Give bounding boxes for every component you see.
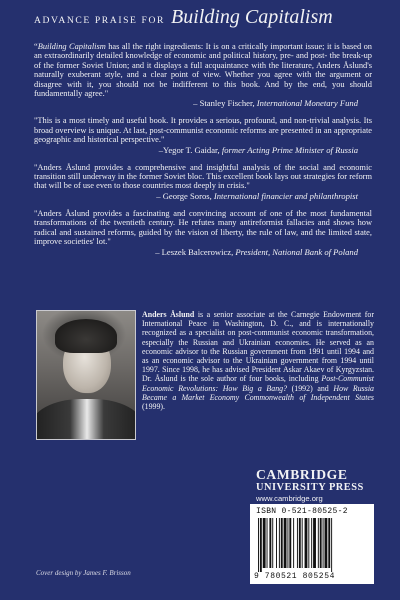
quote-body: "Anders Åslund provides a comprehensive and insightful analysis of the social and economic transition still underway in the former Soviet bloc. This excellent book lays out strategies for reform that will be of use even to those countries most deeply in crisis." [34,162,372,191]
book-title: Building Capitalism [170,6,333,28]
quote-text [34,116,372,144]
barcode-bar [258,518,259,572]
barcode-bar [269,518,271,568]
barcode-bars [256,518,368,572]
barcode-bar [320,518,322,568]
quote-gaidar [34,116,372,154]
barcode-bar [318,518,319,568]
quote-fischer [34,42,372,108]
barcode-bar [284,518,287,568]
barcode-bar [293,518,294,568]
barcode-bar [305,518,308,568]
quote-body: has all the right ingredients: It is on a critically important issue; it is based on an extraordinarily detailed knowledge of economic and political history, pre- and post- the break-up of the former Soviet Union; and it displays a full acquaintance with the literature, Anders Åslund's naturally exuberant style, and a clear point of view. Whether you agree with the argument or disagree with it, you should not be indifferent to this book. And by the end, you should fundamentally agree." [34,42,372,99]
barcode-bar [287,518,288,568]
author-name: Anders Åslund [142,310,195,319]
isbn-barcode [250,504,374,584]
barcode-bar [302,518,303,568]
barcode-bar [325,518,328,568]
quote-affiliation: President, National Bank of Poland [235,246,358,257]
quote-attribution [34,247,372,257]
barcode-bar [260,518,262,572]
advance-praise-header [34,6,374,29]
barcode-bar [308,518,309,568]
barcode-bar [299,518,301,568]
quote-author: – Stanley Fischer, [193,98,257,109]
publisher-name-line2: UNIVERSITY PRESS [256,482,364,493]
author-bio: Anders Åslund is a senior associate at the Carnegie Endowment for International Peace in Washington, D. C., and is internationally recognized as a specialist on post-communist economic transformation, especially the Russian and Ukrainian economies. He served as an economic advisor to the Russian government from 1991 until 1994 and as an economic advisor to the Ukrainian government from 1994 until 1997. Since 1998, he has advised President Askar Akaev of Kyrgyzstan. Dr. Åslund is the sole author of four books, including Post-Communist Economic Revolutions: How Big a Bang? (1992) and How Russia Became a Market Economy Commonwealth of Independent States (1999). [142,310,374,412]
barcode-bar [328,518,330,568]
quote-attribution [34,145,372,155]
barcode-bar [263,518,266,568]
quote-text: “Building Capitalism has all the right ingredients: It is on a critically important issue; it is based on an extraordinarily detailed knowledge of economic and political history, pre- and post- the break-up of the former Soviet Union; and it displays a full acquaintance with the literature, Anders Åslund's naturally exuberant style, and a clear point of view. Whether you agree with the argument or disagree with it, you should not be indifferent to this book. And by the end, you should fundamentally agree." [34,42,372,99]
quote-author: –Yegor T. Gaidar, [158,144,222,155]
quote-balcerowicz [34,209,372,257]
publisher-url: www.cambridge.org [256,494,323,503]
quote-author: – Leszek Balcerowicz, [155,246,236,257]
author-photo [36,310,136,440]
quote-book-title: Building Capitalism [37,42,106,51]
isbn-number: ISBN 0-521-80525-2 [256,507,348,516]
praise-quotes [34,42,372,265]
barcode-bar [272,518,273,568]
barcode-bar [297,518,298,568]
quote-text [34,163,372,191]
quote-author: – George Soros, [156,190,214,201]
quote-affiliation: former Acting Prime Minister of Russia [221,144,358,155]
barcode-bar [267,518,268,568]
barcode-bar [313,518,316,568]
quote-body: "Anders Åslund provides a fascinating and convincing account of one of the most fundamental transformations of the twentieth century. He refutes many antireformist fallacies and shows how radical and sustained reforms, guided by the vision of liberty, the rule of law, and the limited state, improve societies' lot." [34,208,372,247]
bio-book-2: How Russia Became a Market Economy Commonwealth of Independent States [142,383,374,402]
bio-book-1: Post-Communist Economic Revolutions: How Big a Bang? [142,374,374,393]
barcode-digits: 9 780521 805254 [254,572,336,581]
barcode-bar [323,518,324,568]
barcode-bar [279,518,280,568]
quote-affiliation: International financier and philanthropist [213,190,358,201]
publisher-name-line1: CAMBRIDGE [256,467,348,482]
advance-praise-label: ADVANCE PRAISE FOR [34,15,165,26]
quote-text [34,209,372,247]
barcode-bar [289,518,291,568]
quote-attribution [34,98,372,108]
quote-affiliation: International Monetary Fund [256,98,358,109]
quote-attribution [34,191,372,201]
barcode-bar [281,518,283,568]
quote-body: "This is a most timely and useful book. It provides a serious, profound, and non-trivial analysis. Its broad overview is unique. At last, post-communist economic reforms are presented in an appropriate geographic and historical perspective." [34,116,372,145]
cover-design-credit: Cover design by James F. Brisson [36,569,131,577]
publisher-logo [256,468,376,504]
barcode-bar [331,518,332,572]
barcode-bar [311,518,312,568]
barcode-bar [276,518,277,568]
quote-soros [34,163,372,201]
